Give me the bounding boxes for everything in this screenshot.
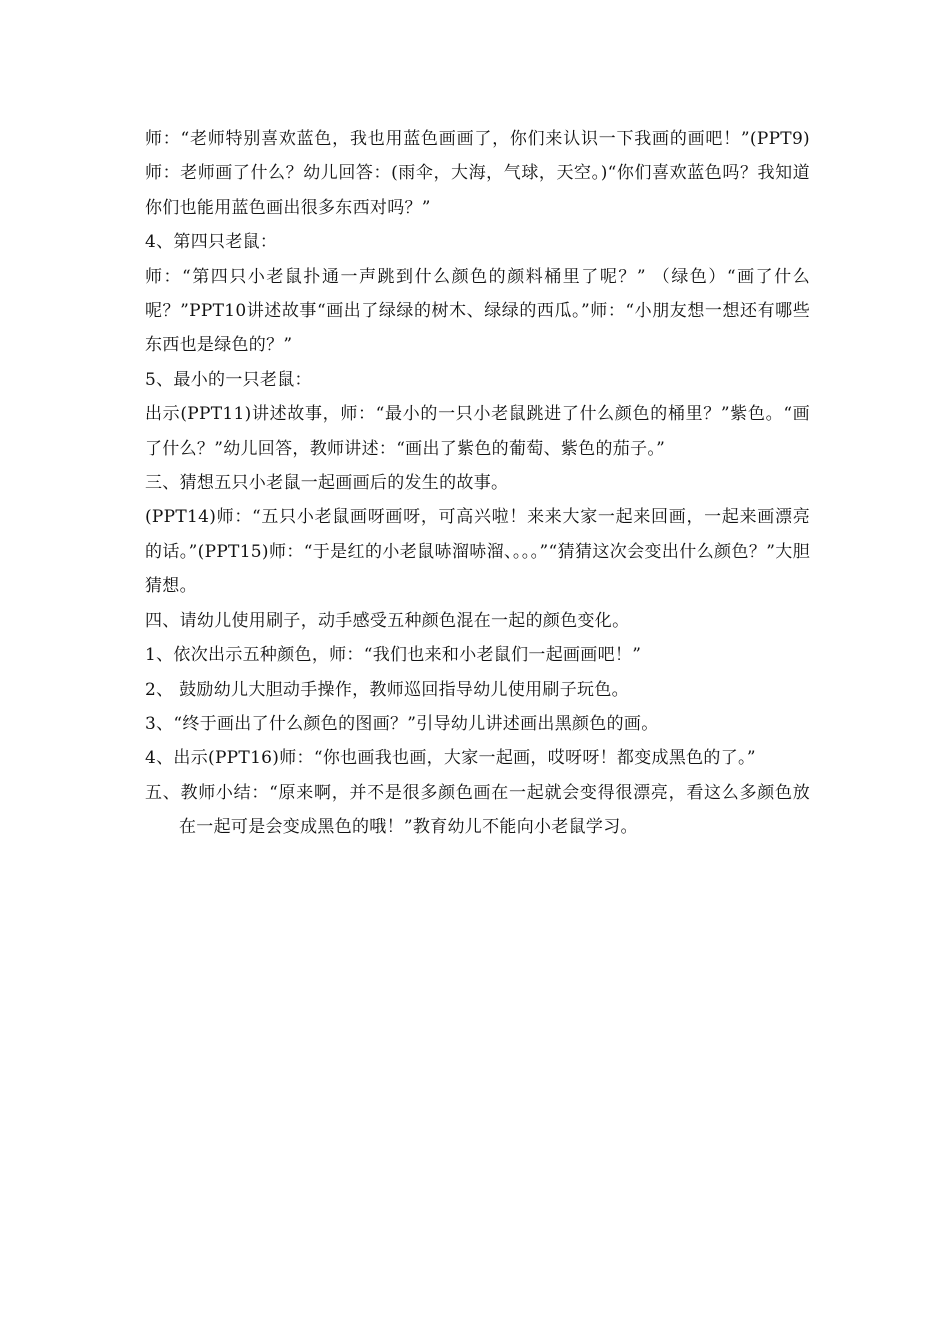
paragraph-blue-painting: 师：“老师特别喜欢蓝色，我也用蓝色画画了，你们来认识一下我画的画吧！”(PPT9)师：老师画了什么？幼儿回答：(雨伞，大海，气球，天空。)“你们喜欢蓝色吗？我知道你们也能用蓝色画出很多东西对吗？” [145, 129, 810, 218]
step-show-colors: 1、依次出示五种颜色，师：“我们也来和小老鼠们一起画画吧！” [145, 645, 642, 666]
document-body [145, 122, 810, 845]
paragraph-purple-bucket: 出示(PPT11)讲述故事，师：“最小的一只小老鼠跳进了什么颜色的桶里？”紫色。“画了什么？”幼儿回答，教师讲述：“画出了紫色的葡萄、紫色的茄子。” [145, 404, 810, 459]
heading-smallest-mouse: 5、最小的一只老鼠： [145, 369, 312, 390]
paragraph-green-bucket: 师：“第四只小老鼠扑通一声跳到什么颜色的颜料桶里了呢？” （绿色）“画了什么呢？”PPT10讲述故事“画出了绿绿的树木、绿绿的西瓜。”师：“小朋友想一想还有哪些东西也是绿色的？” [145, 266, 810, 356]
section-teacher-summary: 五、教师小结：“原来啊，并不是很多颜色画在一起就会变得很漂亮，看这么多颜色放在一起可是会变成黑色的哦！”教育幼儿不能向小老鼠学习。 [145, 782, 810, 838]
step-what-color-picture: 3、“终于画出了什么颜色的图画？”引导幼儿讲述画出黑颜色的画。 [145, 713, 659, 734]
heading-fourth-mouse: 4、第四只老鼠： [145, 232, 278, 253]
section-heading-guess-story: 三、猜想五只小老鼠一起画画后的发生的故事。 [145, 473, 509, 494]
paragraph-five-mice-painting: (PPT14)师：“五只小老鼠画呀画呀，可高兴啦！来来大家一起来回画，一起来画漂亮的话。”(PPT15)师：“于是红的小老鼠哧溜哧溜、。。。”“猜猜这次会变出什么颜色？”大胆猜想。 [145, 507, 810, 597]
step-show-ppt16: 4、出示(PPT16)师：“你也画我也画，大家一起画，哎呀呀！都变成黑色的了。” [145, 748, 756, 769]
section-heading-brush-activity: 四、请幼儿使用刷子，动手感受五种颜色混在一起的颜色变化。 [145, 610, 630, 631]
step-encourage-operation: 2、 鼓励幼儿大胆动手操作，教师巡回指导幼儿使用刷子玩色。 [145, 679, 629, 700]
